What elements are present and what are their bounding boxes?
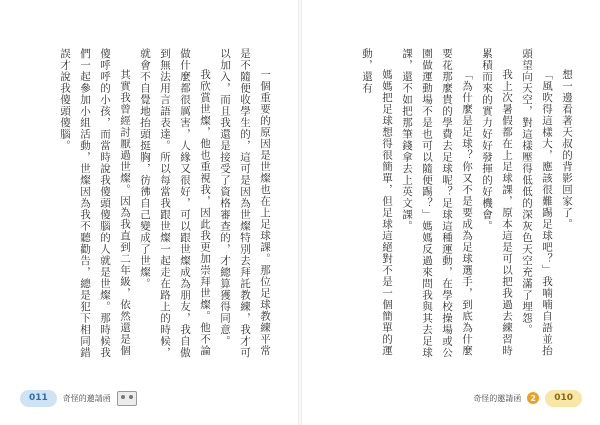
running-title: 奇怪的邀請函 (473, 393, 522, 403)
page-number: 011 (20, 390, 57, 407)
page-number: 010 (545, 390, 582, 407)
body-paragraph: 「風吹得這樣大，應該很難踢足球吧？」我喃喃自語並抬頭望向天空，對這樣壓得低低的深灰色天空充滿了埋怨。 (521, 48, 553, 357)
illustration-icon (117, 391, 137, 406)
body-paragraph: 想一邊看著天叔的背影回家了。 (561, 69, 573, 230)
right-page (302, 0, 600, 425)
right-page-footer (467, 388, 582, 408)
body-paragraph: 「為什麼是足球？你又不是要成為足球選手，到底為什麼要花那麼貴的學費去足球呢？足球這種運動，在學校操場或公園做運動場不是也可以隨便踢？」媽媽反過來問我與其去足球課，還不如把那筆錢拿去上英文課。 (401, 48, 473, 359)
left-page-footer (20, 388, 137, 408)
left-page (0, 0, 298, 425)
body-paragraph: 其實我曾經討厭過世燦。因為我直到二年級，依然還是個傻呼呼的小孩，而當時說我傻頭傻腦的人就是世燦。那時候我們一起參加小組活動，世燦因為我不聽勸告，總是犯下相同錯誤才說我傻頭傻腦。 (59, 48, 131, 359)
left-page-body (30, 48, 275, 360)
body-paragraph: 媽媽把足球想得很簡單，但足球這絕對不是一個簡單的運動，還有 (361, 48, 393, 357)
running-title: 奇怪的邀請函 (62, 393, 111, 403)
chapter-badge: 2 (527, 392, 539, 404)
body-paragraph: 我上次暑假都在上足球課，原本這是可以把我過去練習時累積而來的實力好好發揮的好機會。 (481, 48, 513, 357)
body-paragraph: 一個重要的原因是世燦也在上足球課。那位足球教練平常是不隨便收學生的，這可是因為世燦特別去拜託教練，我才可以加入，而且我還是接受了資格審查的，才總算獲得同意。 (219, 48, 271, 359)
right-page-body (327, 48, 577, 360)
body-paragraph: 我欣賞世燦，他也重視我，因此我更加崇拜世燦。他不論做什麼都很厲害，人緣又很好，可以跟世燦成為朋友，我自傲到無法用言語表達。所以每當我跟世燦一起走在路上的時候，就會不自覺地抬頭挺胸，彷彿自己變成了世燦。 (139, 48, 211, 359)
